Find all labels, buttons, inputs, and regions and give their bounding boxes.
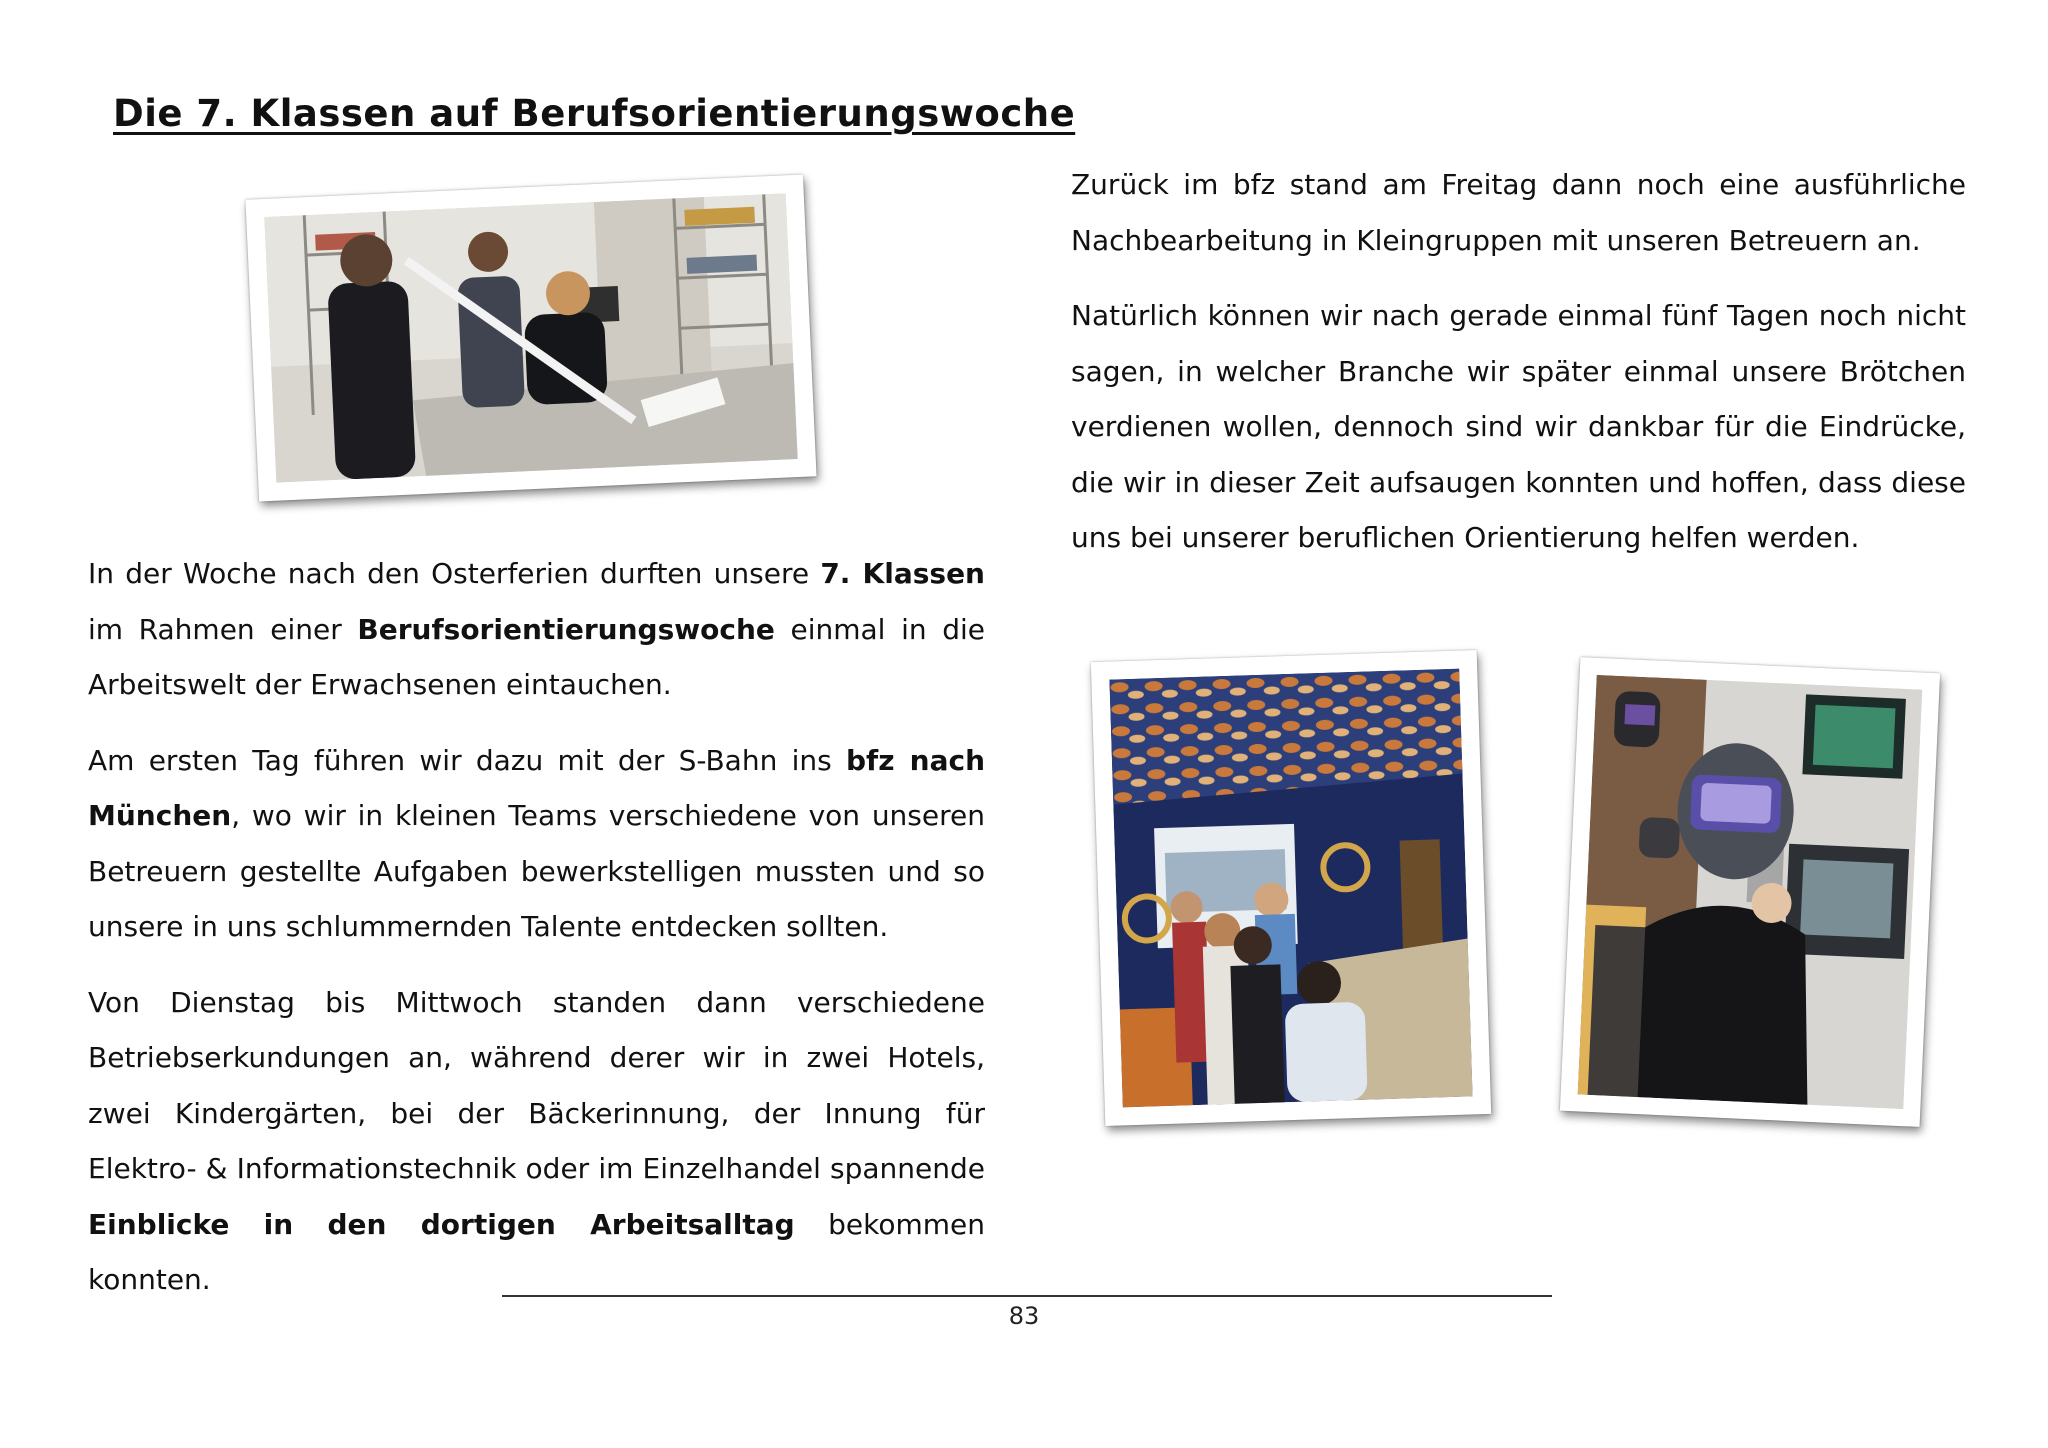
left-column: [88, 546, 985, 1328]
right-column: [1071, 157, 1966, 586]
workshop-photo: [245, 174, 816, 501]
text-span: im Rahmen einer: [88, 612, 358, 646]
bold-text: Berufsorientierungswoche: [357, 612, 775, 646]
paragraph-first-day: [88, 733, 985, 955]
bold-text: Einblicke in den dortigen Arbeitsalltag: [88, 1207, 795, 1241]
page-title: Die 7. Klassen auf Berufsorientierungswoche: [113, 92, 1076, 135]
bold-text: bfz nach München: [88, 743, 985, 832]
text-span: bekommen konnten.: [88, 1207, 985, 1296]
welding-helmet-photo: [1560, 657, 1940, 1127]
bold-text: 7. Klassen: [820, 557, 985, 590]
paragraph-intro: [88, 546, 985, 713]
paragraph-conclusion: Natürlich können wir nach gerade einmal fünf Tagen noch nicht sagen, in welcher Branche wir später einmal unsere Brötchen verdienen wollen, dennoch sind wir dankbar für die Eindrücke, die wir in dieser Zeit aufsaugen konnten und hoffen, dass diese uns bei unserer beruflichen Orientierung helfen werden.: [1071, 299, 1966, 554]
text-span: , wo wir in kleinen Teams verschiedene von unseren Betreuern gestellte Aufgaben bewerkstelligen mussten und so unsere in uns schlummernden Talente entdecken sollten.: [88, 799, 985, 943]
text-span: In der Woche nach den Osterferien durften unsere: [88, 557, 821, 590]
hotel-visit-photo: [1091, 650, 1491, 1126]
text-span: einmal in die Arbeitswelt der Erwachsenen eintauchen.: [88, 612, 985, 701]
welding-helmet-photo-image: [1578, 675, 1923, 1109]
hotel-visit-photo-image: [1109, 669, 1472, 1108]
paragraph-friday: Zurück im bfz stand am Freitag dann noch eine ausführliche Nachbearbeitung in Kleingruppen mit unseren Betreuern an.: [1071, 168, 1966, 257]
text-span: Von Dienstag bis Mittwoch standen dann verschiedene Betriebserkundungen an, während derer wir in zwei Hotels, zwei Kindergärten, bei der Bäckerinnung, der Innung für Elektro- & Informationstechnik oder im Einzelhandel spannende: [88, 985, 985, 1185]
paragraph-company-visits: [88, 975, 985, 1308]
text-span: Am ersten Tag führen wir dazu mit der S-Bahn ins: [88, 743, 846, 777]
page-number: 83: [1008, 1302, 1040, 1330]
workshop-photo-image: [264, 193, 798, 482]
footer-divider: [502, 1295, 1552, 1297]
